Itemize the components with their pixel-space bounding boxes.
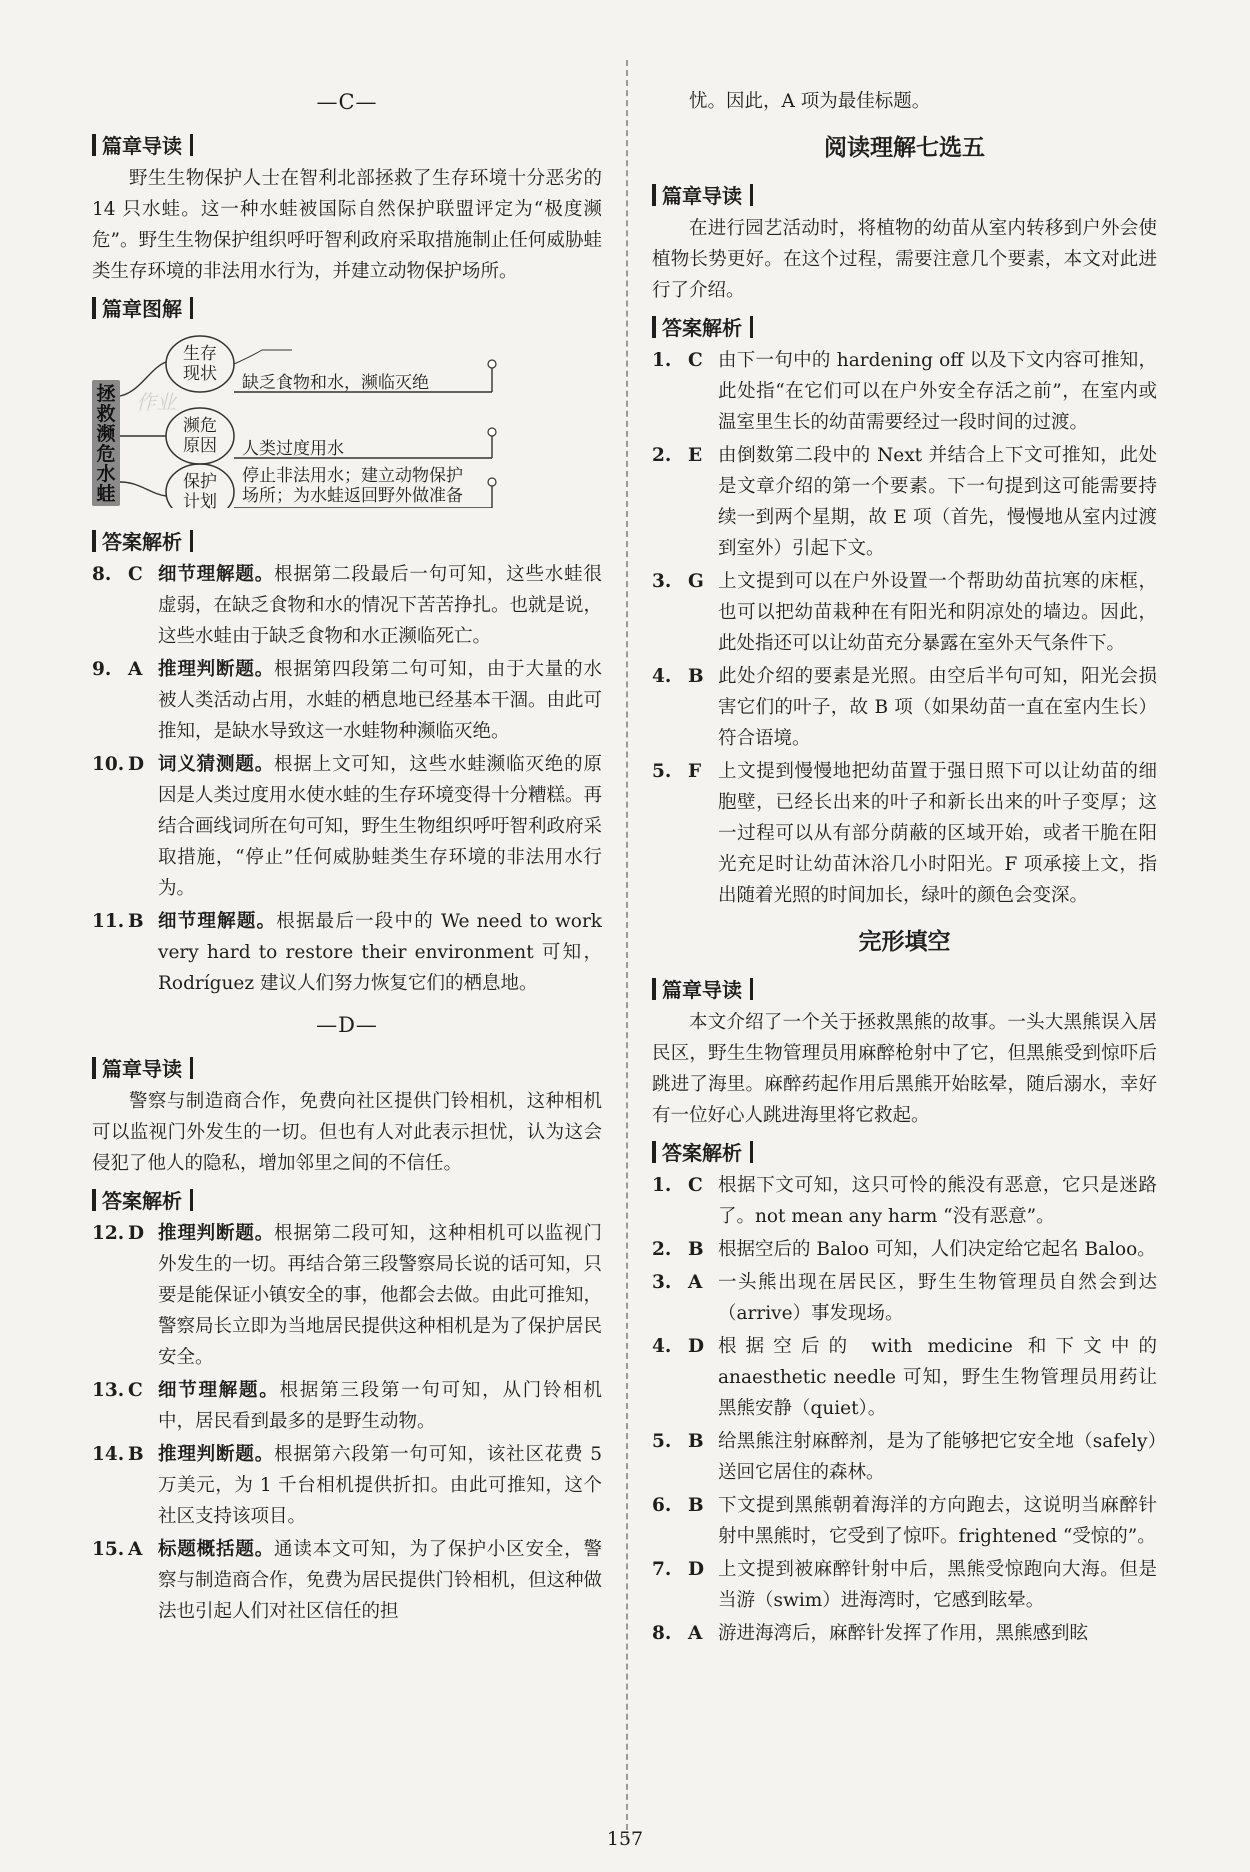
d-answer-header: 答案解析 (92, 1185, 193, 1214)
diagram-main-label: 拯救濒危水蛙 (96, 383, 116, 505)
continuation-text: 忧。因此，A 项为最佳标题。 (689, 91, 931, 112)
c-guide-text: 野生生物保护人士在智利北部拯救了生存环境十分恶劣的 14 只水蛙。这一种水蛙被国际自然保护联盟评定为“极度濒危”。野生生物保护组织呼吁智利政府采取措施制止任何威胁蛙类生存环境的非法用水行为，并建立动物保护场所。 (92, 168, 602, 282)
diagram-plan-text: 停止非法用水；建立动物保护 场所；为水蛙返回野外做准备 (242, 466, 463, 506)
diagram-status-text: 缺乏食物和水，濒临灭绝 (242, 373, 429, 393)
s1-guide-header: 篇章导读 (652, 180, 753, 209)
chapter-diagram (92, 332, 602, 512)
answer-item: 4. D 根据空后的 with medicine 和下文中的 anaesthetic needle 可知，野生生物管理员用药让黑熊安静（quiet）。 (652, 1336, 1157, 1419)
column-divider (626, 60, 628, 1840)
c-answer-list (92, 559, 602, 999)
page-number: 157 (606, 1828, 644, 1850)
answer-item: 3. A 一头熊出现在居民区，野生生物管理员自然会到达（arrive）事发现场。 (652, 1272, 1157, 1324)
answer-item: 5. F 上文提到慢慢地把幼苗置于强日照下可以让幼苗的细胞壁，已经长出来的叶子和新长出来的叶子变厚；这一过程可以从有部分荫蔽的区域开始，或者干脆在阳光充足时让幼苗沐浴几小时阳光。F 项承接上文，指出随着光照的时间加长，绿叶的颜色会变深。 (652, 761, 1157, 906)
answer-item: 1. C 根据下文可知，这只可怜的熊没有恶意，它只是迷路了。not mean any harm “没有恶意”。 (652, 1175, 1157, 1227)
s2-guide-text: 本文介绍了一个关于拯救黑熊的故事。一头大黑熊误入居民区，野生生物管理员用麻醉枪射中了它，但黑熊受到惊吓后跳进了海里。麻醉药起作用后黑熊开始眩晕，随后溺水，幸好有一位好心人跳进海里将它救起。 (652, 1012, 1157, 1126)
s1-answer-header: 答案解析 (652, 312, 753, 341)
left-column (92, 86, 602, 1629)
answer-item: 8. A 游进海湾后，麻醉针发挥了作用，黑熊感到眩 (652, 1623, 1089, 1644)
answer-item: 10. D 词义猜测题。根据上文可知，这些水蛙濒临灭绝的原因是人类过度用水使水蛙的生存环境变得十分糟糕。再结合画线词所在句可知，野生生物组织呼吁智利政府采取措施，“停止”任何威胁蛙类生存环境的非法用水行为。 (92, 754, 603, 899)
answer-item: 5. B 给黑熊注射麻醉剂，是为了能够把它安全地（safely）送回它居住的森林。 (652, 1431, 1157, 1483)
answer-item: 9. A 推理判断题。根据第四段第二句可知，由于大量的水被人类活动占用，水蛙的栖息地已经基本干涸。由此可推知，是缺水导致这一水蛙物种濒临灭绝。 (92, 659, 603, 742)
d-answer-list (92, 1218, 602, 1627)
diagram-cause-text: 人类过度用水 (242, 439, 344, 459)
answer-item: 3. G 上文提到可以在户外设置一个帮助幼苗抗寒的床框，也可以把幼苗栽种在有阳光和阴凉处的墙边。因此，此处指还可以让幼苗充分暴露在室外天气条件下。 (652, 571, 1157, 654)
answer-item: 1. C 由下一句中的 hardening off 以及下文内容可推知，此处指“在它们可以在户外安全存活之前”，在室内或温室里生长的幼苗需要经过一段时间的过渡。 (652, 350, 1157, 433)
answer-item: 7. D 上文提到被麻醉针射中后，黑熊受惊跑向大海。但是当游（swim）进海湾时，它感到眩晕。 (652, 1559, 1157, 1611)
s2-answer-list (652, 1170, 1157, 1649)
cloze-title: 完形填空 (858, 929, 951, 955)
s1-guide-text: 在进行园艺活动时，将植物的幼苗从室内转移到户外会使植物长势更好。在这个过程，需要注意几个要素，本文对此进行了介绍。 (652, 218, 1157, 301)
answer-item: 13. C 细节理解题。根据第三段第一句可知，从门铃相机中，居民看到最多的是野生动物。 (92, 1380, 602, 1432)
section-d-heading: —D— (316, 1013, 378, 1037)
d-guide-text: 警察与制造商合作，免费向社区提供门铃相机，这种相机可以监视门外发生的一切。但也有人对此表示担忧，认为这会侵犯了他人的隐私，增加邻里之间的不信任。 (92, 1091, 602, 1174)
answer-item: 15. A 标题概括题。通读本文可知，为了保护小区安全，警察与制造商合作，免费为居民提供门铃相机，但这种做法也引起人们对社区信任的担 (92, 1539, 603, 1622)
c-guide-header: 篇章导读 (92, 130, 193, 159)
seven-choose-five-title: 阅读理解七选五 (824, 135, 985, 161)
c-answer-header: 答案解析 (92, 526, 193, 555)
d-guide-header: 篇章导读 (92, 1053, 193, 1082)
answer-item: 2. B 根据空后的 Baloo 可知，人们决定给它起名 Baloo。 (652, 1239, 1156, 1260)
diagram-node-plan: 保护 计划 (183, 472, 217, 512)
answer-item: 6. B 下文提到黑熊朝着海洋的方向跑去，这说明当麻醉针射中黑熊时，它受到了惊吓。frightened “受惊的”。 (652, 1495, 1157, 1547)
s2-answer-header: 答案解析 (652, 1137, 753, 1166)
diagram-watermark: 作业 (136, 390, 176, 414)
s1-answer-list (652, 345, 1157, 911)
diagram-node-status: 生存 现状 (183, 344, 217, 384)
answer-item: 14. B 推理判断题。根据第六段第一句可知，该社区花费 5 万美元，为 1 千台相机提供折扣。由此可推知，这个社区支持该项目。 (92, 1444, 602, 1527)
diagram-node-cause: 濒危 原因 (183, 416, 217, 456)
answer-item: 4. B 此处介绍的要素是光照。由空后半句可知，阳光会损害它们的叶子，故 B 项（如果幼苗一直在室内生长）符合语境。 (652, 666, 1157, 749)
s2-guide-header: 篇章导读 (652, 974, 753, 1003)
answer-item: 8. C 细节理解题。根据第二段最后一句可知，这些水蛙很虚弱，在缺乏食物和水的情况下苦苦挣扎。也就是说，这些水蛙由于缺乏食物和水正濒临死亡。 (92, 564, 603, 647)
answer-item: 11. B 细节理解题。根据最后一段中的 We need to work very hard to restore their environment 可知，Rodríguez 建议人们努力恢复它们的栖息地。 (92, 911, 602, 994)
c-diagram-header: 篇章图解 (92, 293, 193, 322)
answer-item: 12. D 推理判断题。根据第二段可知，这种相机可以监视门外发生的一切。再结合第三段警察局长说的话可知，只要是能保证小镇安全的事，他都会去做。由此可推知，警察局长立即为当地居民提供这种相机是为了保护居民安全。 (92, 1223, 603, 1368)
answer-item: 2. E 由倒数第二段中的 Next 并结合上下文可推知，此处是文章介绍的第一个要素。下一句提到这可能需要持续一到两个星期，故 E 项（首先，慢慢地从室内过渡到室外）引起下文。 (652, 445, 1157, 559)
section-c-heading: —C— (316, 90, 378, 114)
right-column (652, 86, 1157, 1651)
